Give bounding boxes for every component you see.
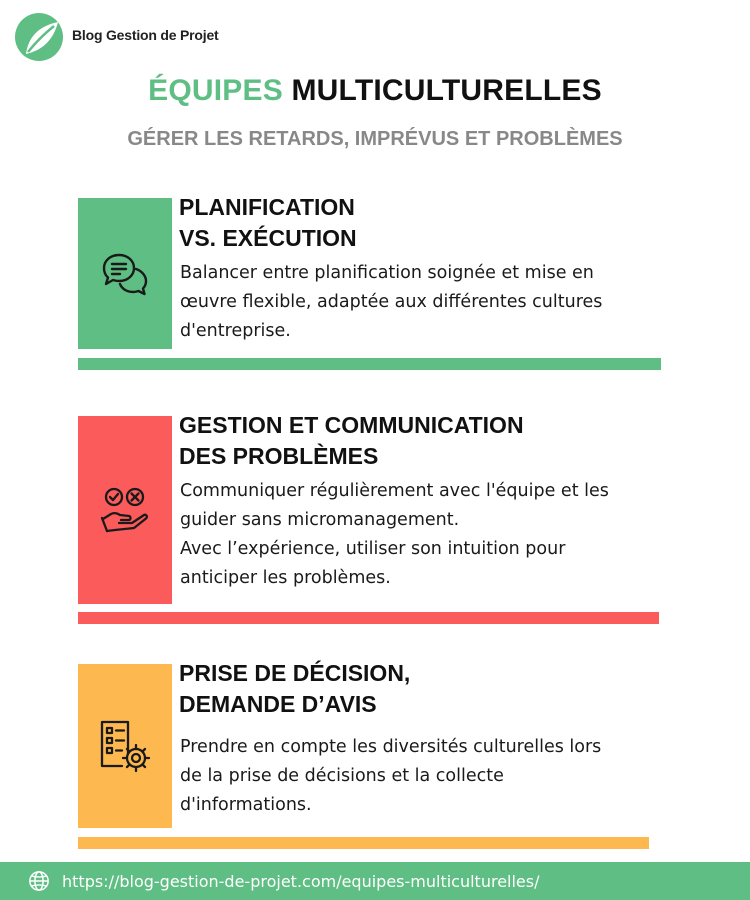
- page-subtitle: GÉRER LES RETARDS, IMPRÉVUS ET PROBLÈMES: [127, 128, 623, 150]
- section-body: Prendre en compte les diversités culturelles lors de la prise de décisions et la collecte d'informations.: [180, 737, 602, 815]
- footer-url-link[interactable]: https://blog-gestion-de-projet.com/equipes-multiculturelles/: [62, 871, 540, 891]
- section-icon-box: [78, 198, 172, 349]
- section-heading: PRISE DE DÉCISION, DEMANDE D’AVIS: [179, 660, 411, 717]
- leaf-logo-icon: [14, 12, 66, 62]
- globe-icon: [28, 870, 50, 892]
- footer: [0, 862, 750, 900]
- brand-name: Blog Gestion de Projet: [72, 27, 219, 43]
- section-icon-box: [78, 664, 172, 828]
- chat-bubbles-icon: [100, 251, 150, 297]
- page-title: [0, 74, 750, 108]
- title-accent: ÉQUIPES: [148, 74, 283, 107]
- section-body: Balancer entre planification soignée et mise en œuvre flexible, adaptée aux différentes cultures d'entreprise.: [180, 263, 603, 341]
- section-heading: PLANIFICATION VS. EXÉCUTION: [179, 194, 357, 251]
- section-icon-box: [78, 416, 172, 604]
- section-heading: GESTION ET COMMUNICATION DES PROBLÈMES: [179, 412, 524, 469]
- checklist-gear-icon: [98, 718, 152, 774]
- title-rest: MULTICULTURELLES: [291, 74, 602, 107]
- hand-check-cross-icon: [99, 485, 151, 535]
- section-divider-bar: [78, 358, 661, 370]
- section-body: Communiquer régulièrement avec l'équipe et les guider sans micromanagement. Avec l’expérience, utiliser son intuition pour anticiper les problèmes.: [180, 481, 609, 588]
- section-divider-bar: [78, 612, 659, 624]
- section-divider-bar: [78, 837, 649, 849]
